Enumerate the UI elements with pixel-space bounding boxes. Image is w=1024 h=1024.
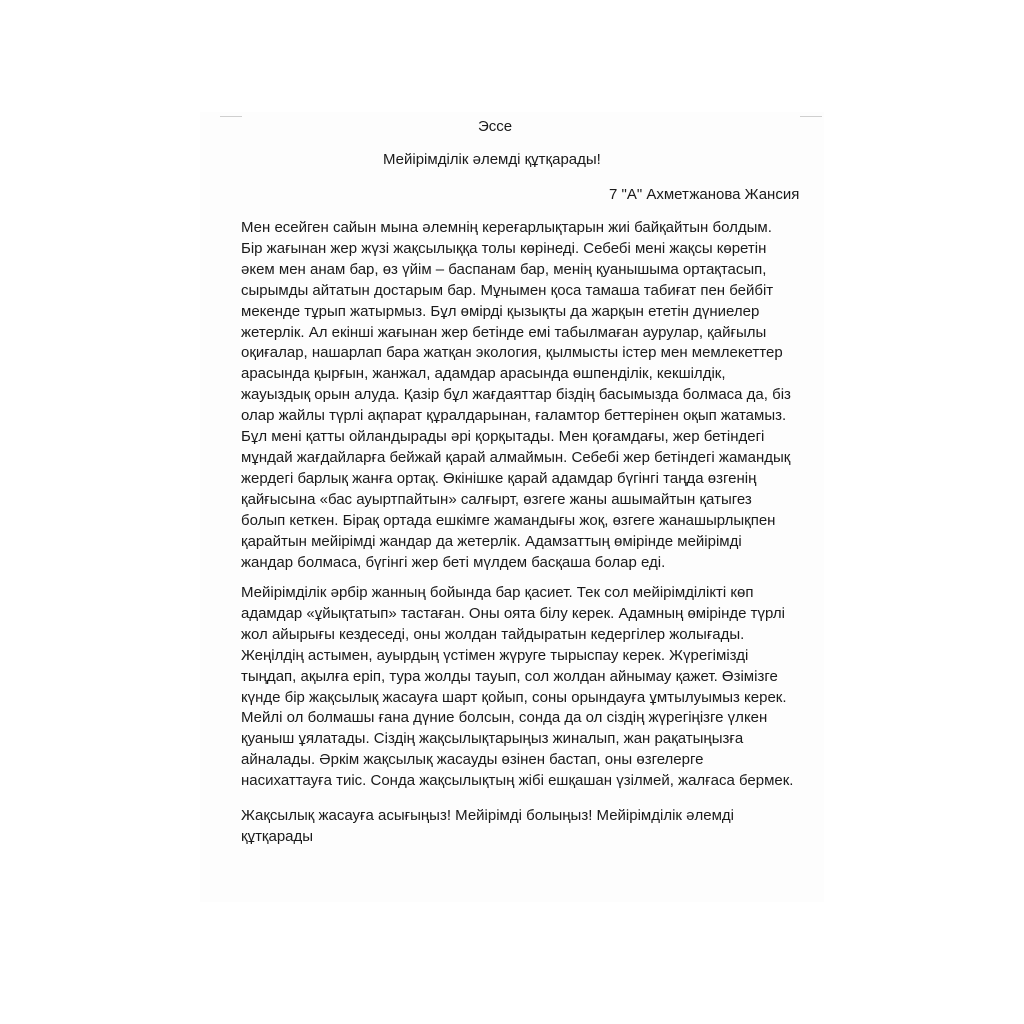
document-author: 7 "А" Ахметжанова Жансия — [609, 186, 800, 203]
page-corner-mark-left — [220, 116, 242, 117]
paragraph-line: адамдар «ұйықтатып» тастаған. Оны оята білу керек. Адамның өмірінде түрлі — [241, 604, 785, 622]
paragraph-line: насихаттауға тиіс. Сонда жақсылықтың жібі ешқашан үзілмей, жалғаса бермек. — [241, 772, 794, 790]
paragraph-line: Жеңілдің астымен, ауырдың үстімен жүруге тырыспау керек. Жүрегімізді — [241, 646, 749, 664]
paragraph-line: Жақсылық жасауға асығыңыз! Мейірімді болыңыз! Мейірімділік әлемді — [241, 807, 734, 824]
paragraph-line: Мейірімділік әрбір жанның бойында бар қасиет. Тек сол мейірімділікті көп — [241, 584, 754, 601]
paragraph-line: олар жайлы түрлі ақпарат құралдарынан, ғаламтор беттерінен оқып жатамыз. — [241, 407, 787, 425]
paragraph-3 — [241, 806, 821, 848]
paragraph-line: құтқарады — [241, 827, 314, 845]
page-corner-mark-right — [800, 116, 822, 117]
paragraph-line: мекенде тұрып жатырмыз. Бұл өмірді қызықты да жарқын ететін дүниелер — [241, 302, 760, 320]
paragraph-line: мұндай жағдайларға бейжай қарай алмаймын. Себебі жер бетіндегі жамандық — [241, 448, 791, 466]
paragraph-line: қарайтын мейірімді жандар да жетерлік. Адамзаттың өмірінде мейірімді — [241, 532, 742, 550]
paragraph-2 — [241, 583, 821, 792]
paragraph-line: жетерлік. Ал екінші жағынан жер бетінде емі табылмаған аурулар, қайғылы — [241, 323, 767, 341]
paragraph-line: сырымды айтатын достарым бар. Мұнымен қоса тамаша табиғат пен бейбіт — [241, 281, 774, 299]
paragraph-line: Бұл мені қатты ойландырады әрі қорқытады. Мен қоғамдағы, жер бетіндегі — [241, 428, 765, 446]
paragraph-line: қайғысына «бас ауыртпайтын» салғырт, өзгеге жаны ашымайтын қатыгез — [241, 490, 752, 508]
paragraph-line: әкем мен анам бар, өз үйім – баспанам бар, менің қуанышыма ортақтасып, — [241, 260, 767, 278]
paragraph-line: арасында қырғын, жанжал, адамдар арасында өшпенділік, кекшілдік, — [241, 365, 726, 383]
paragraph-line: күнде бір жақсылық жасауға шарт қойып, соны орындауға ұмтылуымыз керек. — [241, 688, 787, 706]
paragraph-line: айналады. Әркім жақсылық жасауды өзінен бастап, оны өзгелерге — [241, 751, 704, 769]
document-subtitle: Мейірімділік әлемді құтқарады! — [383, 151, 601, 168]
paragraph-line: Бір жағынан жер жүзі жақсылыққа толы көрінеді. Себебі мені жақсы көретін — [241, 239, 767, 257]
paragraph-line: жандар болмаса, бүгінгі жер беті мүлдем басқаша болар еді. — [241, 553, 666, 571]
paragraph-line: қуаныш ұялатады. Сіздің жақсылықтарыңыз жиналып, жан рақатыңызға — [241, 730, 744, 748]
paragraph-line: жол айырығы кездеседі, оны жолдан тайдыратын кедергілер жолығады. — [241, 625, 745, 643]
document-title: Эссе — [478, 118, 513, 135]
paragraph-1 — [241, 218, 821, 573]
paragraph-line: жердегі барлық жанға ортақ. Өкінішке қарай адамдар бүгінгі таңда өзгенің — [241, 469, 757, 487]
paragraph-line: болып кеткен. Бірақ ортада ешкімге жамандығы жоқ, өзгеге жанашырлықпен — [241, 511, 776, 529]
paragraph-line: жауыздық орын алуда. Қазір бұл жағдаяттар біздің басымызда болмаса да, біз — [241, 386, 791, 404]
paragraph-line: Мен есейген сайын мына әлемнің кереғарлықтарын жиі байқайтын болдым. — [241, 219, 772, 236]
paragraph-line: Мейлі ол болмашы ғана дүние болсын, сонда да ол сіздің жүрегіңізге үлкен — [241, 709, 768, 727]
paragraph-line: тыңдап, ақылға еріп, тура жолды тауып, сол жолдан айнымау қажет. Өзімізге — [241, 667, 778, 685]
paragraph-line: оқиғалар, нашарлап бара жатқан экология, қылмысты істер мен мемлекеттер — [241, 344, 783, 362]
